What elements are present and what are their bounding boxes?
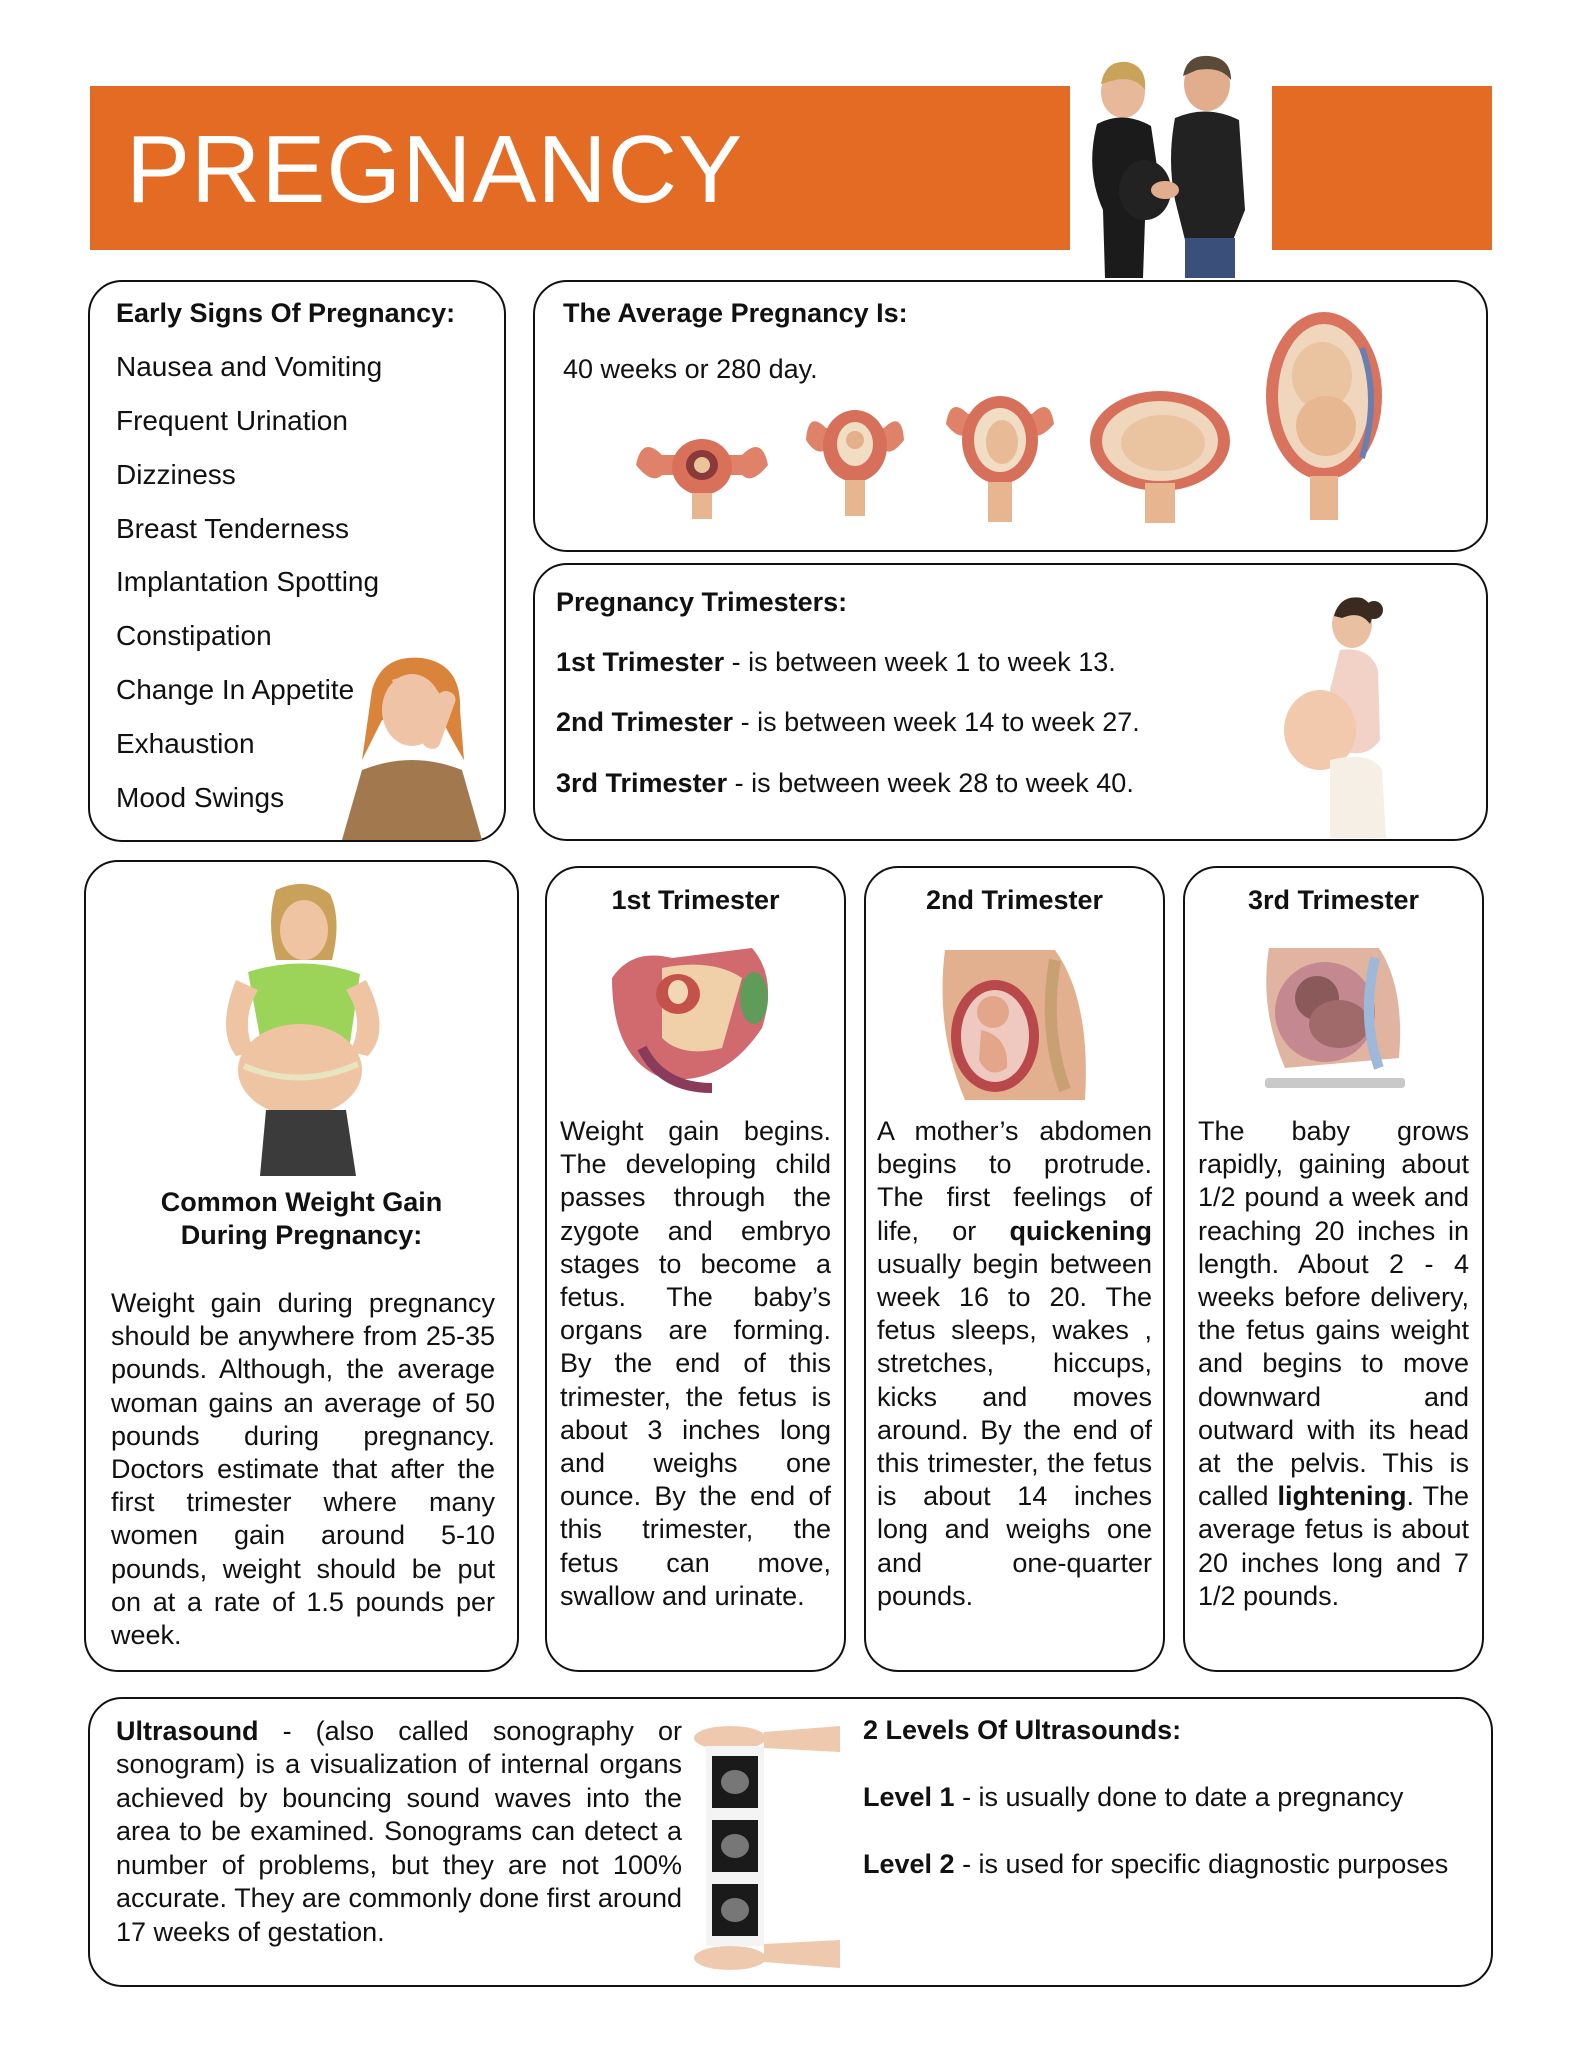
ultrasound-level-1 xyxy=(863,1781,1403,1815)
trimester-line-3 xyxy=(556,767,1134,801)
weight-gain-title-line-1: Common Weight Gain xyxy=(160,1187,443,1217)
quickening-term: quickening xyxy=(1009,1215,1152,1246)
sign-item: Change In Appetite xyxy=(116,674,355,705)
trimester-2-text-before: A mother’s abdomen begins to protrude. The first feelings of life, or xyxy=(877,1116,1152,1246)
trimester-3-text xyxy=(1198,1115,1469,1613)
early-signs-title: Early Signs Of Pregnancy: xyxy=(116,298,456,328)
trimester-line-2 xyxy=(556,706,1140,740)
trimester-label: 1st Trimester xyxy=(556,647,725,677)
level-label: Level 1 xyxy=(863,1782,955,1812)
sign-item: Implantation Spotting xyxy=(116,566,380,597)
average-pregnancy-text: 40 weeks or 280 day. xyxy=(563,354,818,384)
ultrasound-term: Ultrasound xyxy=(116,1716,259,1746)
trimester-1-text: Weight gain begins. The developing child passes through the zygote and embryo stages to become a fetus. The baby’s organs are forming. By the end of this trimester, the fetus is about 3 inches long and weighs one ounce. By the end of this trimester, the fetus can move, swallow and urinate. xyxy=(560,1116,831,1611)
lightening-term: lightening xyxy=(1277,1481,1407,1512)
trimester-2-text-after: usually begin between week 16 to 20. The fetus sleeps, wakes , stretches, hiccups, kicks and moves around. By the end of this trimester, the fetus is about 14 inches long and weighs one and one-quarter pounds. xyxy=(877,1248,1152,1611)
level-label: Level 2 xyxy=(863,1849,955,1879)
ultrasound-levels-title: 2 Levels Of Ultrasounds: xyxy=(863,1715,1182,1745)
sign-item: Mood Swings xyxy=(116,782,285,813)
sign-item: Dizziness xyxy=(116,459,236,490)
trimester-label: 3rd Trimester xyxy=(556,768,728,798)
ultrasound-level-2 xyxy=(863,1848,1448,1882)
trimester-range: - is between week 1 to week 13. xyxy=(724,647,1116,677)
uterus-model-2 xyxy=(800,400,910,520)
level-text: - is used for specific diagnostic purposes xyxy=(954,1849,1449,1879)
couple-photo xyxy=(1075,40,1270,278)
trimesters-title: Pregnancy Trimesters: xyxy=(556,587,848,617)
trimester-range: - is between week 28 to week 40. xyxy=(727,768,1134,798)
trimester-1-title: 1st Trimester xyxy=(611,885,780,915)
headache-woman-photo xyxy=(332,650,492,840)
ultrasound-text xyxy=(116,1715,682,1949)
weight-gain-title-line-2: During Pregnancy: xyxy=(180,1219,423,1250)
trimester-label: 2nd Trimester xyxy=(556,707,734,737)
sign-item: Exhaustion xyxy=(116,728,255,759)
level-text: - is usually done to date a pregnancy xyxy=(954,1782,1404,1812)
ultrasound-description: - (also called sonography or sonogram) is a visualization of internal organs achieved by bouncing sound waves into the area to be examined. Sonograms can detect a number of problems, but they are not 100% accurate. They are commonly done first around 17 weeks of gestation. xyxy=(116,1716,682,1947)
weight-gain-text: Weight gain during pregnancy should be anywhere from 25-35 pounds. Although, the average woman gains an average of 50 pounds during pregnancy. Doctors estimate that after the first trimester where many women gain around 5-10 pounds, weight should be put on at a rate of 1.5 pounds per week. xyxy=(111,1288,495,1651)
trimester-2-text xyxy=(877,1115,1152,1613)
sign-item: Nausea and Vomiting xyxy=(116,351,383,382)
sign-item: Breast Tenderness xyxy=(116,513,349,544)
page-title: PREGNANCY xyxy=(126,116,744,223)
trimester-range: - is between week 14 to week 27. xyxy=(733,707,1140,737)
uterus-model-5 xyxy=(1262,308,1387,523)
average-pregnancy-title: The Average Pregnancy Is: xyxy=(563,298,908,328)
header-banner-right xyxy=(1272,86,1492,250)
trimester-2-model xyxy=(935,940,1095,1100)
trimester-3-text-after: . The average fetus is about 20 inches long and 7 1/2 pounds. xyxy=(1198,1481,1470,1611)
sign-item: Frequent Urination xyxy=(116,405,348,436)
uterus-model-3 xyxy=(940,390,1060,525)
trimester-line-1 xyxy=(556,646,1116,680)
uterus-model-4 xyxy=(1085,385,1235,525)
trimester-3-model xyxy=(1255,938,1415,1098)
trimester-1-model xyxy=(602,938,782,1093)
uterus-model-1 xyxy=(632,425,772,525)
trimester-2-title: 2nd Trimester xyxy=(925,885,1104,915)
weight-gain-title xyxy=(84,1186,519,1252)
pregnant-woman-photo xyxy=(1270,590,1410,838)
weight-woman-photo xyxy=(196,880,411,1176)
trimester-3-text-before: The baby grows rapidly, gaining about 1/2 pound a week and reaching 20 inches in length. About 2 - 4 weeks before delivery, the fetus gains weight and begins to move downward and outward with its head at the pelvis. This is called xyxy=(1198,1116,1469,1512)
sign-item: Constipation xyxy=(116,620,272,651)
sonogram-photo xyxy=(690,1722,840,1972)
trimester-3-title: 3rd Trimester xyxy=(1247,885,1420,915)
